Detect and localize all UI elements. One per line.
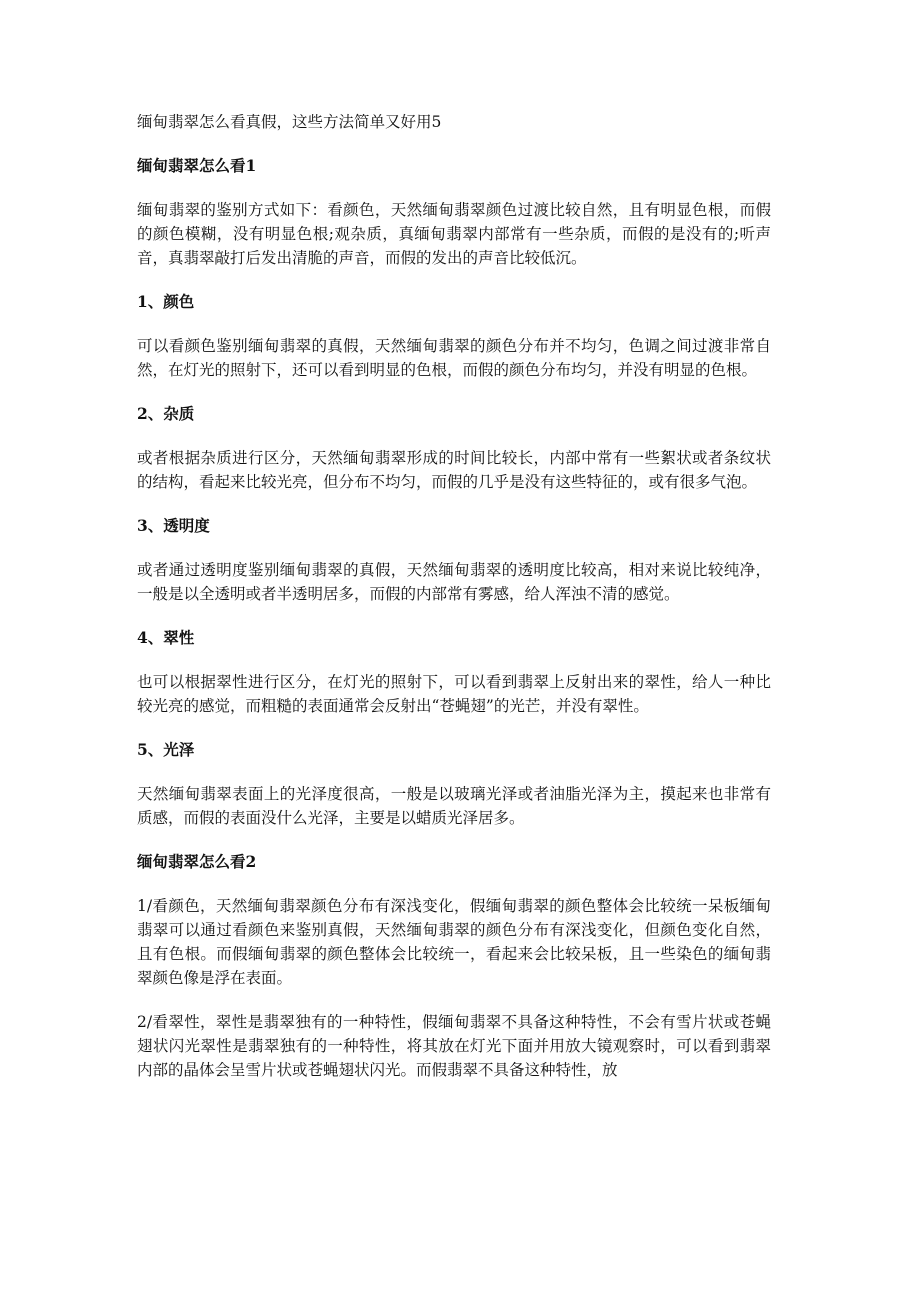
paragraph: 天然缅甸翡翠表面上的光泽度很高，一般是以玻璃光泽或者油脂光泽为主，摸起来也非常有质感，而假的表面没什么光泽，主要是以蜡质光泽居多。 — [137, 785, 771, 827]
document-page — [137, 110, 771, 1102]
paragraph: 缅甸翡翠的鉴别方式如下：看颜色，天然缅甸翡翠颜色过渡比较自然，且有明显色根，而假的颜色模糊，没有明显色根;观杂质，真缅甸翡翠内部常有一些杂质，而假的是没有的;听声音，真翡翠敲打后发出清脆的声音，而假的发出的声音比较低沉。 — [137, 201, 771, 267]
section-heading: 2、杂质 — [137, 404, 195, 423]
paragraph: 或者通过透明度鉴别缅甸翡翠的真假，天然缅甸翡翠的透明度比较高，相对来说比较纯净，一般是以全透明或者半透明居多，而假的内部常有雾感，给人浑浊不清的感觉。 — [137, 561, 771, 603]
section-heading: 3、透明度 — [137, 516, 210, 535]
paragraph: 1/看颜色，天然缅甸翡翠颜色分布有深浅变化，假缅甸翡翠的颜色整体会比较统一呆板缅甸翡翠可以通过看颜色来鉴别真假，天然缅甸翡翠的颜色分布有深浅变化，但颜色变化自然，且有色根。而假缅甸翡翠的颜色整体会比较统一，看起来会比较呆板，且一些染色的缅甸翡翠颜色像是浮在表面。 — [137, 897, 771, 987]
document-title: 缅甸翡翠怎么看真假，这些方法简单又好用5 — [137, 113, 442, 131]
section-heading: 缅甸翡翠怎么看1 — [137, 156, 257, 175]
paragraph: 2/看翠性，翠性是翡翠独有的一种特性，假缅甸翡翠不具备这种特性，不会有雪片状或苍蝇翅状闪光翠性是翡翠独有的一种特性，将其放在灯光下面并用放大镜观察时，可以看到翡翠内部的晶体会呈雪片状或苍蝇翅状闪光。而假翡翠不具备这种特性，放 — [137, 1013, 771, 1079]
paragraph: 可以看颜色鉴别缅甸翡翠的真假，天然缅甸翡翠的颜色分布并不均匀，色调之间过渡非常自然，在灯光的照射下，还可以看到明显的色根，而假的颜色分布均匀，并没有明显的色根。 — [137, 337, 771, 379]
section-heading: 缅甸翡翠怎么看2 — [137, 852, 257, 871]
section-heading: 1、颜色 — [137, 292, 195, 311]
section-heading: 5、光泽 — [137, 740, 195, 759]
paragraph: 或者根据杂质进行区分，天然缅甸翡翠形成的时间比较长，内部中常有一些絮状或者条纹状的结构，看起来比较光亮，但分布不均匀，而假的几乎是没有这些特征的，或有很多气泡。 — [137, 449, 771, 491]
section-heading: 4、翠性 — [137, 628, 195, 647]
paragraph: 也可以根据翠性进行区分，在灯光的照射下，可以看到翡翠上反射出来的翠性，给人一种比较光亮的感觉，而粗糙的表面通常会反射出“苍蝇翅”的光芒，并没有翠性。 — [137, 673, 771, 715]
